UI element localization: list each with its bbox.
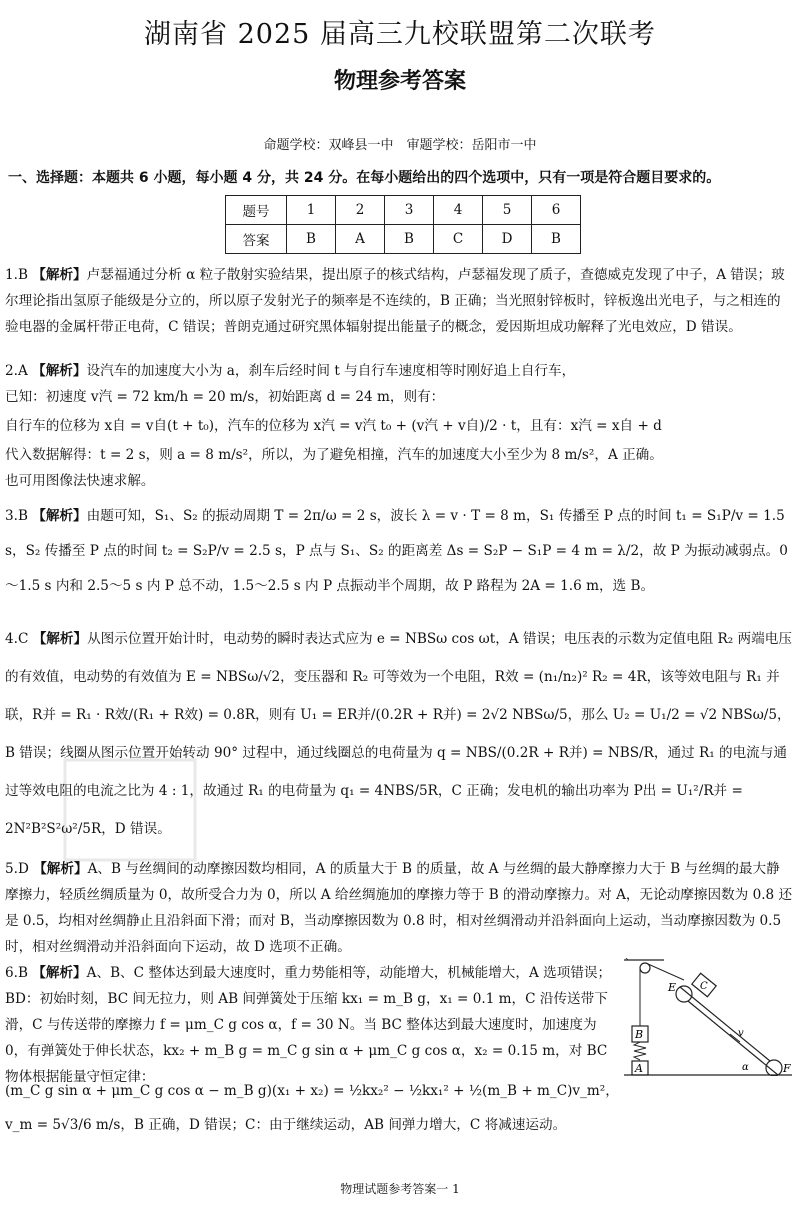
question-2-line: 自行车的位移为 x自 = v自(t + t₀)，汽车的位移为 x汽 = v汽 t₀ + (v汽 + v自)/2 · t，且有：x汽 = x自 + d: [5, 418, 662, 434]
analysis-text: 从图示位置开始计时，电动势的瞬时表达式应为 e = NBSω cos ωt，A 错误；电压表的示数为定值电阻 R₂ 两端电压的有效值，电动势的有效值为 E = NBSω/√2，变压器和 R₂ 可等效为一个电阻，R效 = (n₁/n₂)² R₂ = 4R，该等效电阻与 R₁ 并联，R并 = R₁ · R效/(R₁ + R效) = 0.8R，则有 U₁ = ER并/(0.2R + R并) = 2√2 NBSω/5，那么 U₂ = U₁/2 = √2 NBSω/5，B 错误；线圈从图示位置开始转动 90° 过程中，通过线圈总的电荷量为 q = NBS/(0.2R + R并) = NBS/R，通过 R₁ 的电流与通过等效电阻的电流之比为 4 : 1，故通过 R₁ 的电荷量为 q₁ = 4NBS/5R，C 正确；发电机的输出功率为 P出 = U₁²/R并 = 2N²B²S²ω²/5R，D 错误。: [5, 631, 792, 837]
roller-f-icon: [766, 1060, 782, 1076]
analysis-text: 卢瑟福通过分析 α 粒子散射实验结果，提出原子的核式结构，卢瑟福发现了质子，查德威克发现了中子，A 错误；玻尔理论指出氢原子能级是分立的，所以原子发射光子的频率是不连续的，B 正确；当光照射锌板时，锌板逸出光电子，与之相连的验电器的金属杆带正电荷，C 错误；普朗克通过研究黑体辐射提出能量子的概念，爱因斯坦成功解释了光电效应，D 错误。: [5, 267, 785, 335]
page-subtitle: 物理参考答案: [333, 69, 466, 94]
answer-table-row-answers: [226, 225, 581, 254]
question-1-text: [5, 262, 793, 340]
label-b: B: [635, 1028, 644, 1041]
question-1: [5, 262, 793, 340]
label-v: v: [738, 1028, 744, 1039]
analysis-tag: 【解析】: [32, 363, 87, 379]
question-2-line: 代入数据解得：t = 2 s，则 a = 8 m/s²，所以，为了避免相撞，汽车的加速度大小至少为 8 m/s²，A 正确。: [5, 447, 663, 463]
belt-bottom-line: [688, 1001, 778, 1075]
table-cell: 2: [336, 196, 385, 225]
question-6-text: [5, 960, 615, 1090]
question-number: 5.D: [5, 861, 34, 877]
answer-table: [225, 195, 581, 254]
table-cell: 4: [434, 196, 483, 225]
question-2-line: 也可用图像法快速求解。: [5, 473, 155, 489]
table-cell: B: [532, 225, 581, 254]
conveyor-figure: [624, 958, 794, 1076]
analysis-text: A、B、C 整体达到最大速度时，重力势能相等，动能增大，机械能增大，A 选项错误；BD：初始时刻，BC 间无拉力，则 AB 间弹簧处于压缩 kx₁ = m_B g，x₁ = 0.1 m，C 沿传送带下滑，C 与传送带的摩擦力 f = μm_C g cos α，f = 30 N。当 BC 整体达到最大速度时，加速度为 0，有弹簧处于伸长状态，kx₂ + m_B g = m_C g sin α + μm_C g cos α，x₂ = 0.15 m，对 BC 物体根据能量守恒定律：: [5, 965, 612, 1085]
question-2-line: [5, 358, 793, 384]
spring-icon: [634, 1042, 646, 1060]
page-footer: 物理试题参考答案一 1: [340, 1182, 460, 1196]
question-number: 2.A: [5, 363, 33, 379]
roller-e-icon: [676, 986, 692, 1002]
analysis-tag: 【解析】: [32, 631, 88, 647]
analysis-text: 设汽车的加速度大小为 a，刹车后经时间 t 与自行车速度相等时刚好追上自行车，: [86, 363, 576, 379]
analysis-text: A、B 与丝绸间的动摩擦因数均相同，A 的质量大于 B 的质量，故 A 与丝绸的最大静摩擦力大于 B 与丝绸的最大静摩擦力，轻质丝绸质量为 0，故所受合力为 0，所以 A 给丝绸施加的摩擦力等于 B 的滑动摩擦力。对 A，无论动摩擦因数为 0.8 还是 0.5，均相对丝绸静止且沿斜面下滑；而对 B，当动摩擦因数为 0.8 时，相对丝绸滑动并沿斜面向上运动，当动摩擦因数为 0.5 时，相对丝绸滑动并沿斜面向下运动，故 D 选项不正确。: [5, 861, 793, 955]
label-a: A: [635, 1062, 643, 1075]
analysis-tag: 【解析】: [32, 965, 87, 981]
table-cell: D: [483, 225, 532, 254]
belt-top-line: [680, 987, 770, 1061]
energy-equation: (m_C g sin α + μm_C g cos α − m_B g)(x₁ + x₂) = ½kx₂² − ½kx₁² + ½(m_B + m_C)v_m²，: [5, 1083, 619, 1099]
question-2-line: 已知：初速度 v汽 = 72 km/h = 20 m/s，初始距离 d = 24 m，则有：: [5, 389, 445, 405]
table-cell: B: [287, 225, 336, 254]
question-number: 1.B: [5, 267, 33, 283]
result-line: v_m = 5√3/6 m/s，B 正确，D 错误；C：由于继续运动，AB 间弹力增大，C 将减速运动。: [5, 1117, 567, 1133]
analysis-tag: 【解析】: [33, 861, 88, 877]
question-5: [5, 856, 793, 960]
rope-line: [648, 964, 684, 980]
label-f: F: [783, 1062, 791, 1075]
section-heading: 一、选择题：本题共 6 小题，每小题 4 分，共 24 分。在每小题给出的四个选项中，只有一项是符合题目要求的。: [8, 170, 721, 186]
table-cell: A: [336, 225, 385, 254]
label-c: C: [700, 981, 708, 992]
question-2: [5, 358, 793, 494]
analysis-tag: 【解析】: [32, 267, 87, 283]
page-title: 湖南省 2025 届高三九校联盟第二次联考: [144, 19, 656, 50]
watermark-stamp: [60, 755, 200, 865]
table-cell: 5: [483, 196, 532, 225]
question-5-text: [5, 856, 793, 960]
analysis-tag: 【解析】: [32, 508, 87, 524]
question-6: [5, 960, 615, 1090]
question-3-text: [5, 499, 793, 604]
table-cell: 3: [385, 196, 434, 225]
question-number: 3.B: [5, 508, 33, 524]
answer-table-row-numbers: [226, 196, 581, 225]
watermark-frame: [65, 760, 195, 860]
question-6-equations: [5, 1074, 793, 1142]
table-cell: B: [385, 225, 434, 254]
label-alpha: α: [742, 1062, 749, 1073]
table-cell: C: [434, 225, 483, 254]
table-cell: 6: [532, 196, 581, 225]
question-number: 4.C: [5, 631, 33, 647]
question-number: 6.B: [5, 965, 33, 981]
authors-line: 命题学校：双峰县一中 审题学校：岳阳市一中: [263, 138, 537, 153]
table-header-cell: 题号: [226, 196, 287, 225]
question-3: [5, 499, 793, 604]
table-header-cell: 答案: [226, 225, 287, 254]
analysis-text: 由题可知，S₁、S₂ 的振动周期 T = 2π/ω = 2 s，波长 λ = v · T = 8 m，S₁ 传播至 P 点的时间 t₁ = S₁P/v = 1.5 s，S₂ 传播至 P 点的时间 t₂ = S₂P/v = 2.5 s，P 点与 S₁、S₂ 的距离差 Δs = S₂P − S₁P = 4 m = λ/2，故 P 为振动减弱点。0～1.5 s 内和 2.5～5 s 内 P 总不动，1.5～2.5 s 内 P 点振动半个周期，故 P 路程为 2A = 1.6 m，选 B。: [5, 508, 788, 594]
label-e: E: [668, 981, 677, 994]
table-cell: 1: [287, 196, 336, 225]
